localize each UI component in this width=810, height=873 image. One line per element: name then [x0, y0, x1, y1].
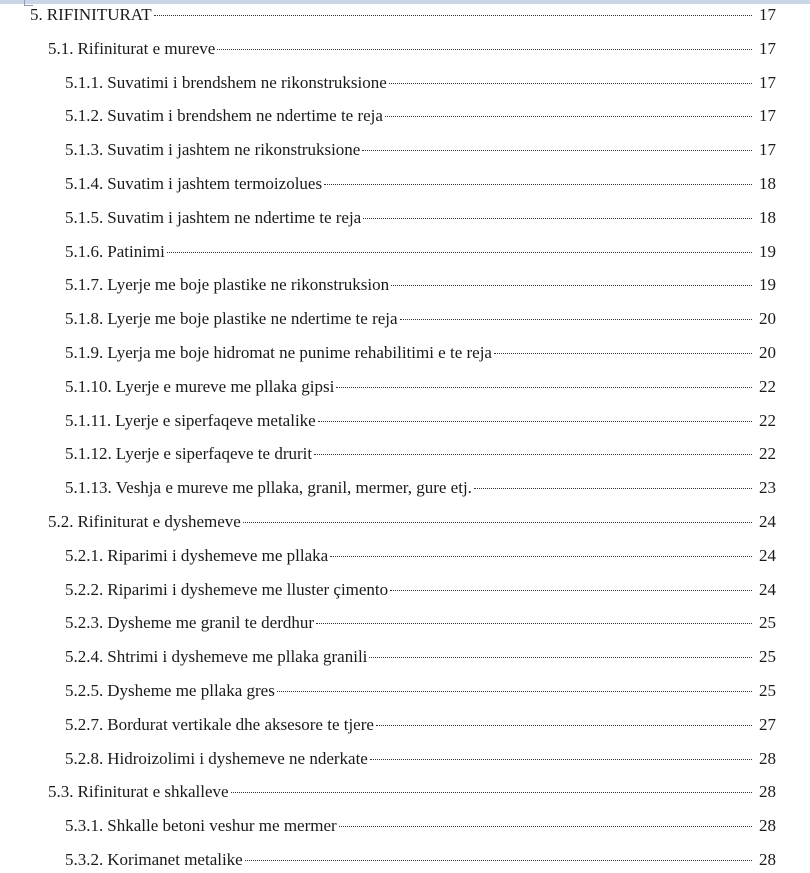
- toc-dot-leader: [245, 859, 752, 861]
- toc-entry[interactable]: [65, 239, 776, 265]
- toc-entry-number: 5.1.6.: [65, 241, 104, 261]
- toc-entry-number: 5.2.4.: [65, 647, 104, 667]
- toc-entry-page-number: 27: [759, 714, 776, 734]
- toc-entry-title: Rifiniturat e mureve: [77, 38, 216, 58]
- toc-dot-leader: [369, 656, 752, 658]
- toc-entry[interactable]: [65, 374, 776, 400]
- toc-entry-page-number: 20: [759, 343, 776, 362]
- toc-entry-title: Lyerje me boje plastike ne rikonstruksion: [107, 275, 390, 295]
- toc-dot-leader: [339, 825, 752, 827]
- toc-dot-leader: [400, 318, 752, 320]
- toc-entry-title: Rifiniturat e shkalleve: [77, 782, 229, 802]
- toc-entry-title: Suvatim i jashtem termoizolues: [107, 174, 323, 193]
- toc-dot-leader: [324, 183, 752, 185]
- toc-entry[interactable]: [65, 171, 776, 197]
- toc-entry-page-number: 28: [759, 816, 776, 836]
- toc-entry-title: Lyerje me boje plastike ne ndertime te reja: [107, 309, 398, 329]
- toc-entry-title: Suvatim i brendshem ne ndertime te reja: [107, 106, 383, 126]
- toc-entry-title: Shtrimi i dyshemeve me pllaka granili: [107, 647, 368, 667]
- toc-dot-leader: [314, 453, 752, 455]
- toc-entry-title: Suvatim i jashtem ne rikonstruksione: [107, 140, 361, 160]
- toc-entry-number: 5.2.1.: [65, 545, 104, 565]
- toc-entry-title: Dysheme me granil te derdhur: [107, 613, 315, 633]
- toc-dot-leader: [376, 724, 752, 726]
- toc-entry-title: Lyerje e mureve me pllaka gipsi: [115, 376, 335, 396]
- toc-entry-number: 5.2.8.: [65, 748, 104, 768]
- toc-dot-leader: [363, 217, 752, 219]
- toc-entry-number: 5.2.5.: [65, 681, 104, 700]
- toc-entry-number: 5.1.10.: [65, 376, 112, 396]
- toc-entry-number: 5.1.7.: [65, 275, 104, 295]
- toc-entry[interactable]: [65, 712, 776, 738]
- toc-dot-leader: [316, 622, 752, 624]
- toc-entry-page-number: 24: [759, 579, 776, 599]
- toc-dot-leader: [330, 555, 752, 557]
- toc-entry[interactable]: [65, 644, 776, 670]
- toc-entry-number: 5.1.12.: [65, 444, 112, 464]
- toc-entry-title: Lyerje e siperfaqeve te drurit: [115, 444, 313, 464]
- toc-entry[interactable]: [65, 610, 776, 636]
- toc-entry[interactable]: [65, 577, 776, 603]
- toc-entry-page-number: 22: [759, 410, 776, 430]
- toc-entry[interactable]: [65, 306, 776, 332]
- toc-entry-number: 5.2.3.: [65, 613, 104, 633]
- toc-entry-number: 5.2.: [48, 512, 74, 531]
- toc-entry-title: Riparimi i dyshemeve me lluster çimento: [107, 579, 389, 599]
- toc-entry-page-number: 17: [759, 140, 776, 160]
- toc-entry-number: 5.1.9.: [65, 343, 104, 362]
- toc-entry-title: Bordurat vertikale dhe aksesore te tjere: [107, 714, 374, 734]
- toc-entry[interactable]: [65, 103, 776, 129]
- toc-entry-title: Korimanet metalike: [107, 850, 243, 869]
- toc-entry-page-number: 28: [759, 748, 776, 768]
- toc-dot-leader: [391, 284, 752, 286]
- toc-entry-page-number: 22: [759, 376, 776, 396]
- toc-entry-page-number: 19: [759, 275, 776, 295]
- toc-entry-number: 5.1.1.: [65, 72, 104, 92]
- toc-entry-page-number: 25: [759, 613, 776, 633]
- toc-entry[interactable]: [48, 509, 776, 535]
- toc-entry-number: 5.1.3.: [65, 140, 104, 160]
- toc-entry[interactable]: [30, 2, 776, 28]
- toc-dot-leader: [217, 48, 752, 50]
- toc-entry[interactable]: [65, 543, 776, 569]
- toc-entry-page-number: 18: [759, 207, 776, 227]
- toc-entry-number: 5.1.4.: [65, 174, 104, 193]
- toc-entry-number: 5.1.: [48, 38, 74, 58]
- toc-entry-title: Lyerje e siperfaqeve metalike: [115, 410, 316, 430]
- toc-dot-leader: [474, 487, 752, 489]
- toc-entry-page-number: 23: [759, 478, 776, 498]
- toc-dot-leader: [318, 420, 752, 422]
- toc-entry-number: 5.1.13.: [65, 478, 112, 498]
- toc-entry-number: 5.1.11.: [65, 410, 112, 430]
- toc-entry[interactable]: [65, 678, 776, 704]
- toc-entry-page-number: 25: [759, 681, 776, 700]
- toc-entry[interactable]: [65, 408, 776, 434]
- toc-entry[interactable]: [48, 779, 776, 805]
- toc-entry-number: 5.1.8.: [65, 309, 104, 329]
- toc-dot-leader: [243, 521, 752, 523]
- toc-dot-leader: [494, 352, 752, 354]
- toc-entry[interactable]: [65, 441, 776, 467]
- toc-entry-number: 5.2.7.: [65, 714, 104, 734]
- toc-entry-page-number: 17: [759, 72, 776, 92]
- toc-dot-leader: [389, 82, 752, 84]
- toc-entry-title: Shkalle betoni veshur me mermer: [107, 816, 337, 836]
- toc-entry[interactable]: [65, 475, 776, 501]
- toc-entry-page-number: 17: [759, 38, 776, 58]
- toc-entry-number: 5.1.2.: [65, 106, 104, 126]
- toc-entry-title: Veshja e mureve me pllaka, granil, mermer, gure etj.: [115, 478, 472, 498]
- toc-dot-leader: [385, 115, 752, 117]
- toc-entry[interactable]: [65, 813, 776, 839]
- toc-entry[interactable]: [65, 746, 776, 772]
- toc-entry[interactable]: [65, 137, 776, 163]
- toc-entry-title: Lyerja me boje hidromat ne punime rehabilitimi e te reja: [107, 343, 492, 362]
- toc-entry-number: 5.2.2.: [65, 579, 104, 599]
- toc-entry-page-number: 19: [759, 241, 776, 261]
- toc-entry-page-number: 28: [759, 850, 776, 869]
- toc-entry-title: RIFINITURAT: [46, 5, 152, 24]
- toc-entry-page-number: 17: [759, 5, 776, 24]
- toc-dot-leader: [277, 690, 752, 692]
- toc-entry-title: Hidroizolimi i dyshemeve ne nderkate: [107, 748, 368, 768]
- toc-dot-leader: [390, 589, 752, 591]
- toc-entry-page-number: 28: [759, 782, 776, 802]
- toc-entry-title: Riparimi i dyshemeve me pllaka: [107, 545, 329, 565]
- toc-entry[interactable]: [48, 36, 776, 62]
- toc-entry-page-number: 25: [759, 647, 776, 667]
- toc-entry[interactable]: [65, 272, 776, 298]
- toc-entry-page-number: 20: [759, 309, 776, 329]
- toc-entry[interactable]: [65, 340, 776, 366]
- toc-dot-leader: [362, 149, 752, 151]
- toc-entry-page-number: 17: [759, 106, 776, 126]
- toc-entry-number: 5.1.5.: [65, 207, 104, 227]
- toc-entry-number: 5.3.1.: [65, 816, 104, 836]
- toc-dot-leader: [370, 758, 752, 760]
- toc-entry-title: Patinimi: [107, 241, 165, 261]
- toc-entry-page-number: 18: [759, 174, 776, 193]
- toc-entry-title: Suvatim i jashtem ne ndertime te reja: [107, 207, 362, 227]
- toc-dot-leader: [154, 14, 752, 16]
- toc-entry-number: 5.3.: [48, 782, 74, 802]
- toc-entry-page-number: 22: [759, 444, 776, 464]
- toc-entry-page-number: 24: [759, 545, 776, 565]
- toc-entry-number: 5.: [30, 5, 43, 24]
- toc-dot-leader: [231, 791, 752, 793]
- toc-entry[interactable]: [65, 847, 776, 873]
- toc-dot-leader: [167, 251, 752, 253]
- toc-entry[interactable]: [65, 205, 776, 231]
- toc-entry[interactable]: [65, 70, 776, 96]
- toc-entry-number: 5.3.2.: [65, 850, 104, 869]
- toc-entry-title: Rifiniturat e dyshemeve: [77, 512, 241, 531]
- toc-entry-title: Suvatimi i brendshem ne rikonstruksione: [107, 72, 387, 92]
- toc-dot-leader: [336, 386, 752, 388]
- toc-entry-title: Dysheme me pllaka gres: [107, 681, 275, 700]
- toc-entry-page-number: 24: [759, 512, 776, 531]
